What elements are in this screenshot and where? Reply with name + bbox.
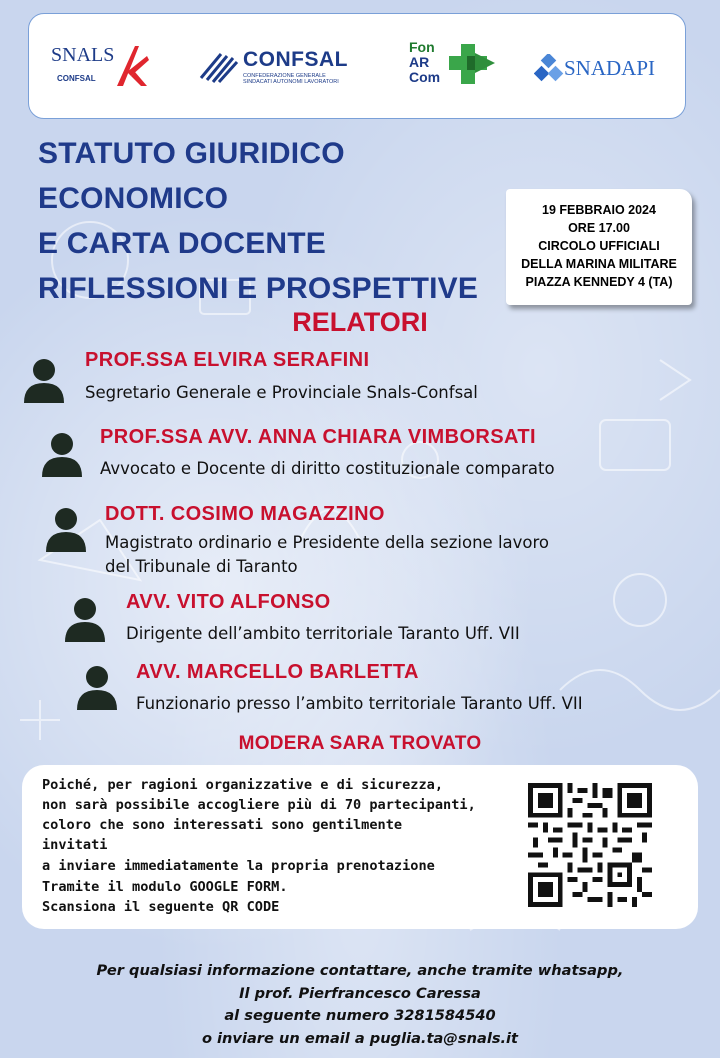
notice-line-5: a inviare immediatamente la propria prenotazione [42,858,435,874]
moderator: MODERA SARA TROVATO [238,733,482,754]
notice-line-2: non sarà possibile accogliere più di 70 partecipanti, [42,797,476,813]
speaker-1-role: Segretario Generale e Provinciale Snals-Confsal [85,383,478,402]
speaker-4-name: AVV. VITO ALFONSO [126,591,331,613]
logo-bar [28,13,686,119]
speaker-4-role: Dirigente dell’ambito territoriale Taranto Uff. VII [126,624,520,643]
person-icon [22,357,66,403]
confsal-logo-subtext: CONFEDERAZIONE GENERALE SINDACATI AUTONOMI LAVORATORI [243,73,339,85]
person-icon [75,664,119,710]
speaker-2-role: Avvocato e Docente di diritto costituzionale comparato [100,459,555,478]
snadapi-logo [534,52,674,88]
notice-line-4: invitati [42,837,108,853]
speaker-3-role-line-1: Magistrato ordinario e Presidente della sezione lavoro [105,533,550,552]
speaker-3-role-line-2: del Tribunale di Taranto [105,557,298,576]
confsal-mark-icon [199,48,239,84]
notice-line-1: Poiché, per ragioni organizzative e di sicurezza, [42,777,444,793]
speakers-heading: RELATORI [292,307,428,337]
snals-logo-subtext: CONFSAL [57,74,96,83]
registration-notice [22,765,698,929]
event-address: PIAZZA KENNEDY 4 (TA) [525,275,673,289]
fonarcom-line-1: Fon [409,39,435,55]
speaker-5-name: AVV. MARCELLO BARLETTA [136,661,419,683]
contact-line-2: Il prof. Pierfrancesco Caressa [239,984,481,1002]
contact-line-3: al seguente numero 3281584540 [224,1007,496,1024]
contact-line-4[interactable]: o inviare un email a puglia.ta@snals.it [201,1029,519,1047]
contact-info [0,960,720,1050]
confsal-logo-text: CONFSAL [243,48,348,71]
qr-code-icon[interactable] [528,783,652,907]
snals-mark-icon [113,42,151,90]
snals-logo-text: SNALS [51,44,115,66]
speaker-1-name: PROF.SSA ELVIRA SERAFINI [85,349,370,371]
contact-line-1: Per qualsiasi informazione contattare, anche tramite whatsapp, [96,962,624,979]
notice-line-6: Tramite il modulo GOOGLE FORM. [42,879,288,895]
event-time: ORE 17.00 [568,221,630,235]
person-icon [44,506,88,552]
fonarcom-logo-text [409,40,440,85]
fonarcom-logo [409,38,499,98]
fonarcom-plus-arrow-icon [447,42,497,88]
event-venue-line-2: DELLA MARINA MILITARE [521,257,677,271]
notice-line-7: Scansiona il seguente QR CODE [42,899,280,915]
fonarcom-line-2: AR [409,54,430,70]
person-icon [40,431,84,477]
title-line-1: STATUTO GIURIDICO ECONOMICO [38,137,345,215]
speaker-2-name: PROF.SSA AVV. ANNA CHIARA VIMBORSATI [100,426,536,448]
event-date: 19 FEBBRAIO 2024 [542,203,656,217]
confsal-logo [199,48,359,88]
speaker-5-role: Funzionario presso l’ambito territoriale Taranto Uff. VII [136,694,583,713]
event-details-card [506,189,692,305]
snadapi-cubes-icon [534,54,564,84]
snadapi-logo-text: SNADAPI [564,56,656,80]
snals-logo [51,38,151,92]
title-line-2: E CARTA DOCENTE [38,227,326,260]
event-venue-line-1: CIRCOLO UFFICIALI [538,239,660,253]
notice-line-3: coloro che sono interessati sono gentilmente [42,817,403,833]
title-line-3: RIFLESSIONI E PROSPETTIVE [38,272,479,305]
speaker-3-name: DOTT. COSIMO MAGAZZINO [105,503,385,525]
event-title [38,131,528,311]
fonarcom-line-3: Com [409,69,441,85]
person-icon [63,596,107,642]
